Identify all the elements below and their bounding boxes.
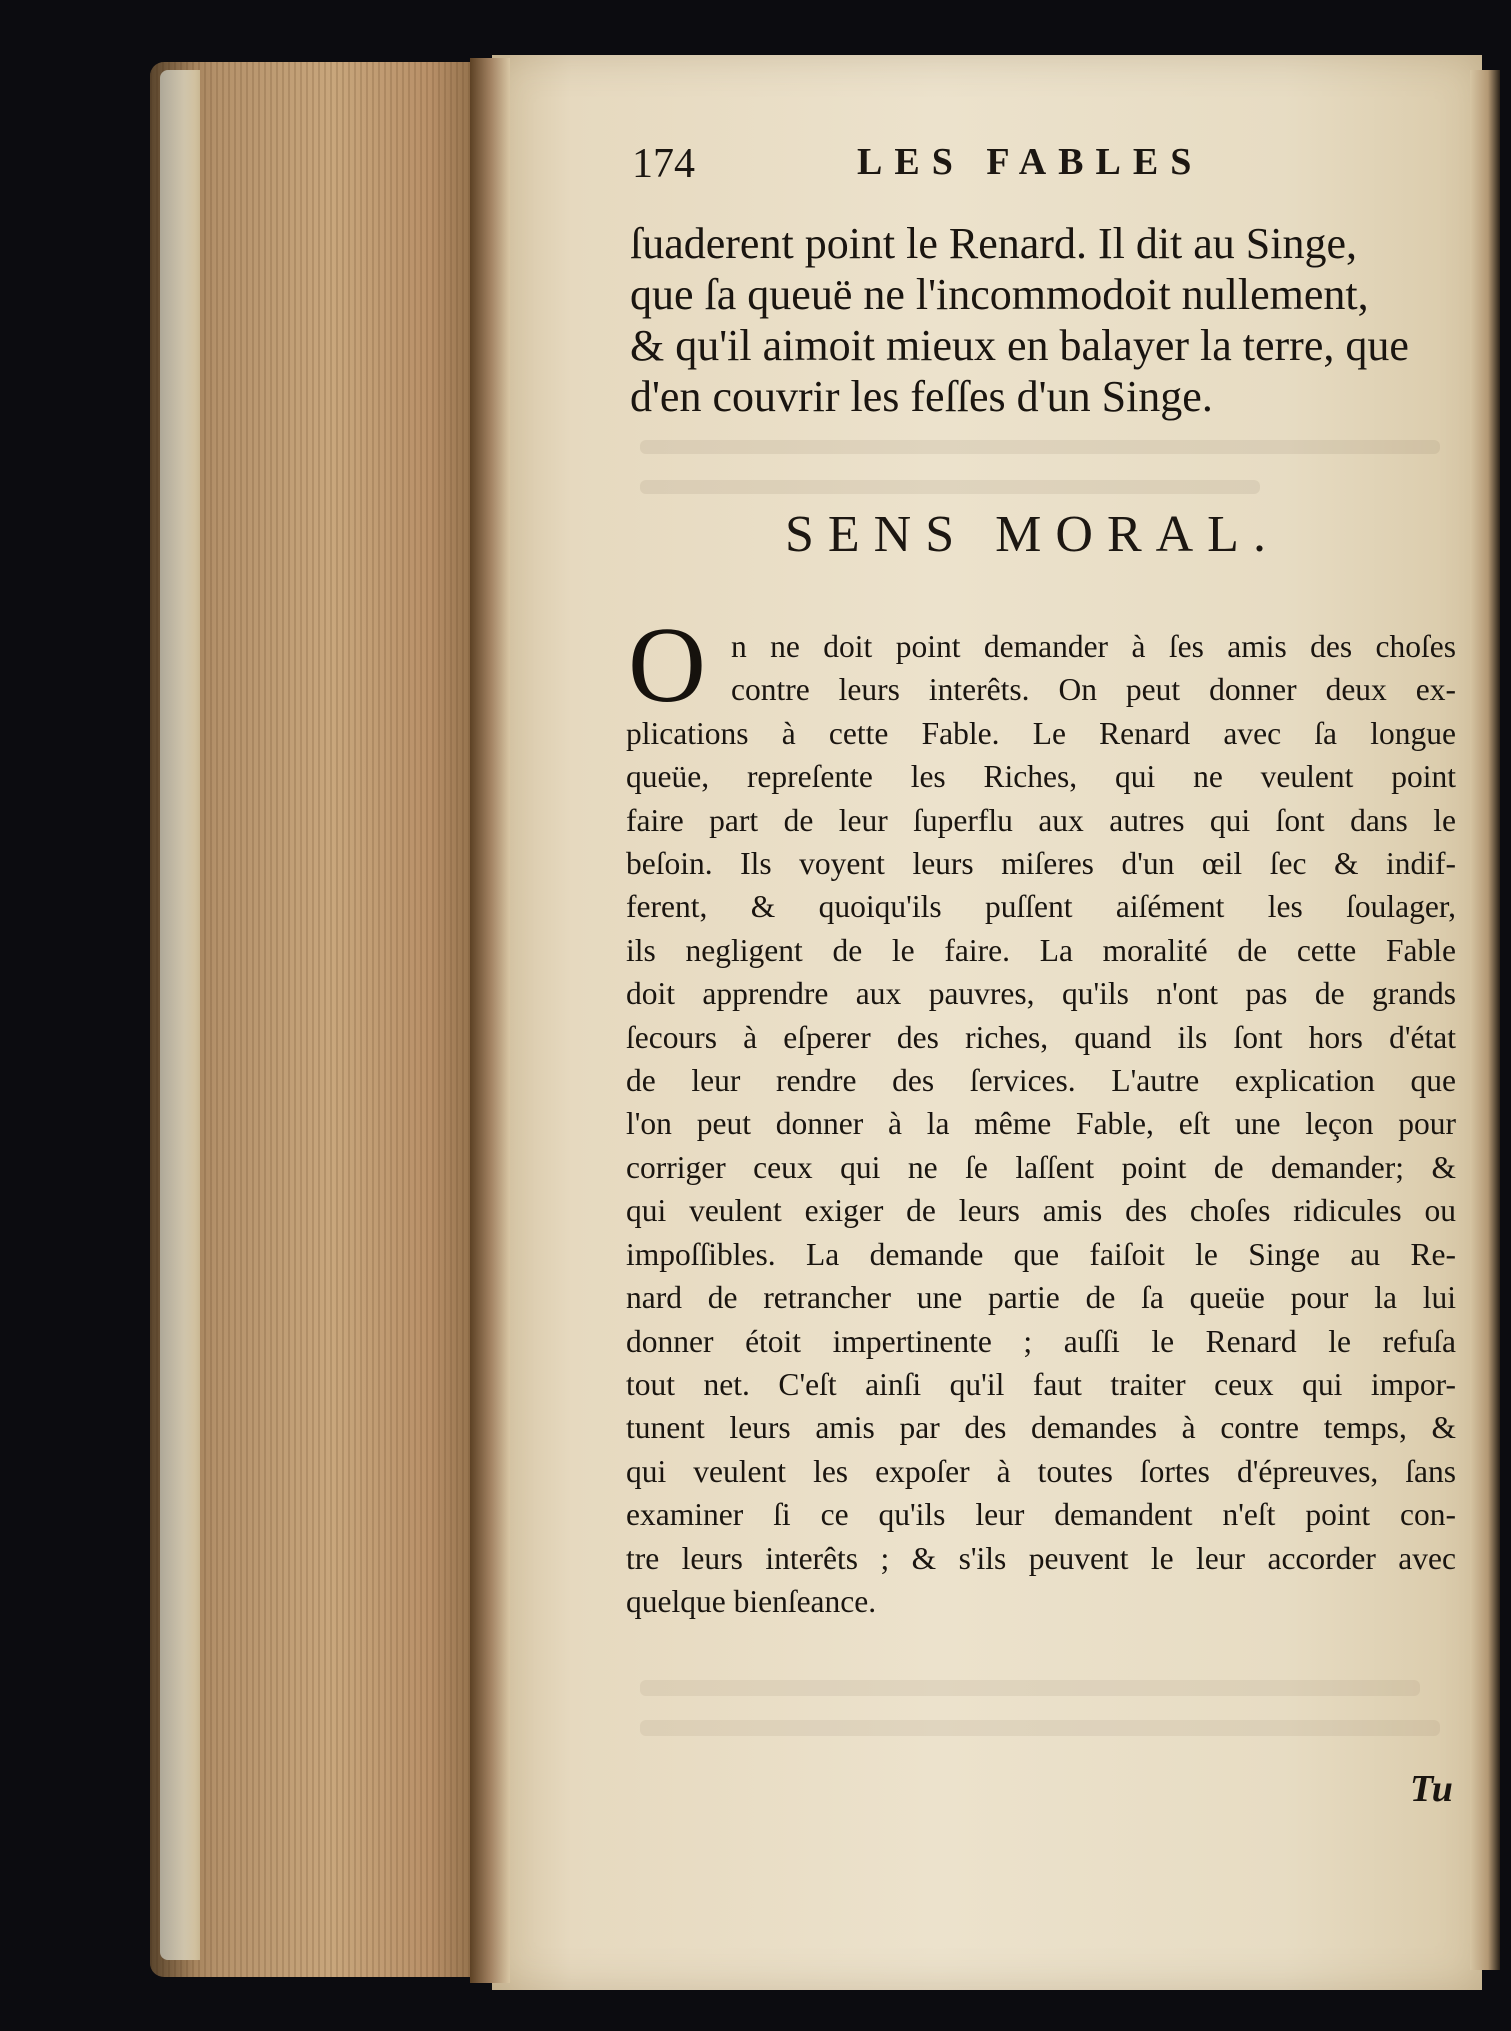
bleed-through — [640, 440, 1440, 454]
text-line: nard de retrancher une partie de ſa queüe pour la lui — [626, 1280, 1456, 1316]
page-right-edge — [1470, 70, 1500, 1970]
text-line: qui veulent exiger de leurs amis des choſes ridicules ou — [626, 1193, 1456, 1229]
text-line: de leur rendre des ſervices. L'autre explication que — [626, 1063, 1456, 1099]
text-line: quelque bienſeance. — [626, 1583, 877, 1619]
text-line: ſecours à eſperer des riches, quand ils ſont hors d'état — [626, 1019, 1456, 1055]
text-line: tout net. C'eſt ainſi qu'il faut traiter ceux qui impor- — [626, 1366, 1456, 1402]
gutter — [470, 58, 510, 1983]
bleed-through — [640, 1720, 1440, 1736]
text-line: donner étoit impertinente ; auſſi le Renard le refuſa — [626, 1323, 1456, 1359]
bleed-through — [640, 1680, 1420, 1696]
page-number: 174 — [632, 141, 695, 187]
bleed-through — [640, 480, 1260, 494]
text-line: ferent, & quoiqu'ils puſſent aiſément les ſoulager, — [626, 889, 1456, 925]
text-line: faire part de leur ſuperflu aux autres qui ſont dans le — [626, 802, 1456, 838]
fable-ending — [630, 218, 1460, 422]
text-line: l'on peut donner à la même Fable, eſt une leçon pour — [626, 1106, 1456, 1142]
text-line: examiner ſi ce qu'ils leur demandent n'eſt point con- — [626, 1497, 1456, 1533]
running-title: LES FABLES — [857, 141, 1204, 183]
text-line: & qu'il aimoit mieux en balayer la terre, que — [630, 321, 1409, 370]
text-line: corriger ceux qui ne ſe laſſent point de demander; & — [626, 1149, 1456, 1185]
text-line: tunent leurs amis par des demandes à contre temps, & — [626, 1410, 1456, 1446]
text-line: d'en couvrir les feſſes d'un Singe. — [630, 372, 1213, 421]
text-line: qui veulent les expoſer à toutes ſortes d'épreuves, ſans — [626, 1453, 1456, 1489]
text-line: impoſſibles. La demande que faiſoit le Singe au Re- — [626, 1236, 1456, 1272]
text-line: queüe, repreſente les Riches, qui ne veulent point — [626, 759, 1456, 795]
text-line: que ſa queuë ne l'incommodoit nullement, — [630, 270, 1369, 319]
text-line: beſoin. Ils voyent leurs miſeres d'un œil ſec & indif- — [626, 846, 1456, 882]
text-line: doit apprendre aux pauvres, qu'ils n'ont pas de grands — [626, 976, 1456, 1012]
text-line: tre leurs interêts ; & s'ils peuvent le leur accorder avec — [626, 1540, 1456, 1576]
text-line: plications à cette Fable. Le Renard avec ſa longue — [626, 715, 1456, 751]
section-title: SENS MORAL. — [785, 506, 1280, 563]
text-line: ſuaderent point le Renard. Il dit au Singe, — [630, 219, 1358, 268]
catchword: Tu — [1410, 1768, 1453, 1810]
text-line: ils negligent de le faire. La moralité de cette Fable — [626, 932, 1456, 968]
edge-shadow — [150, 62, 195, 1977]
text-line: n ne doit point demander à ſes amis des choſes — [731, 629, 1456, 664]
moral-text — [626, 625, 1456, 1623]
text-line: contre leurs interêts. On peut donner deux ex- — [731, 672, 1456, 708]
drop-cap: O — [628, 606, 706, 725]
